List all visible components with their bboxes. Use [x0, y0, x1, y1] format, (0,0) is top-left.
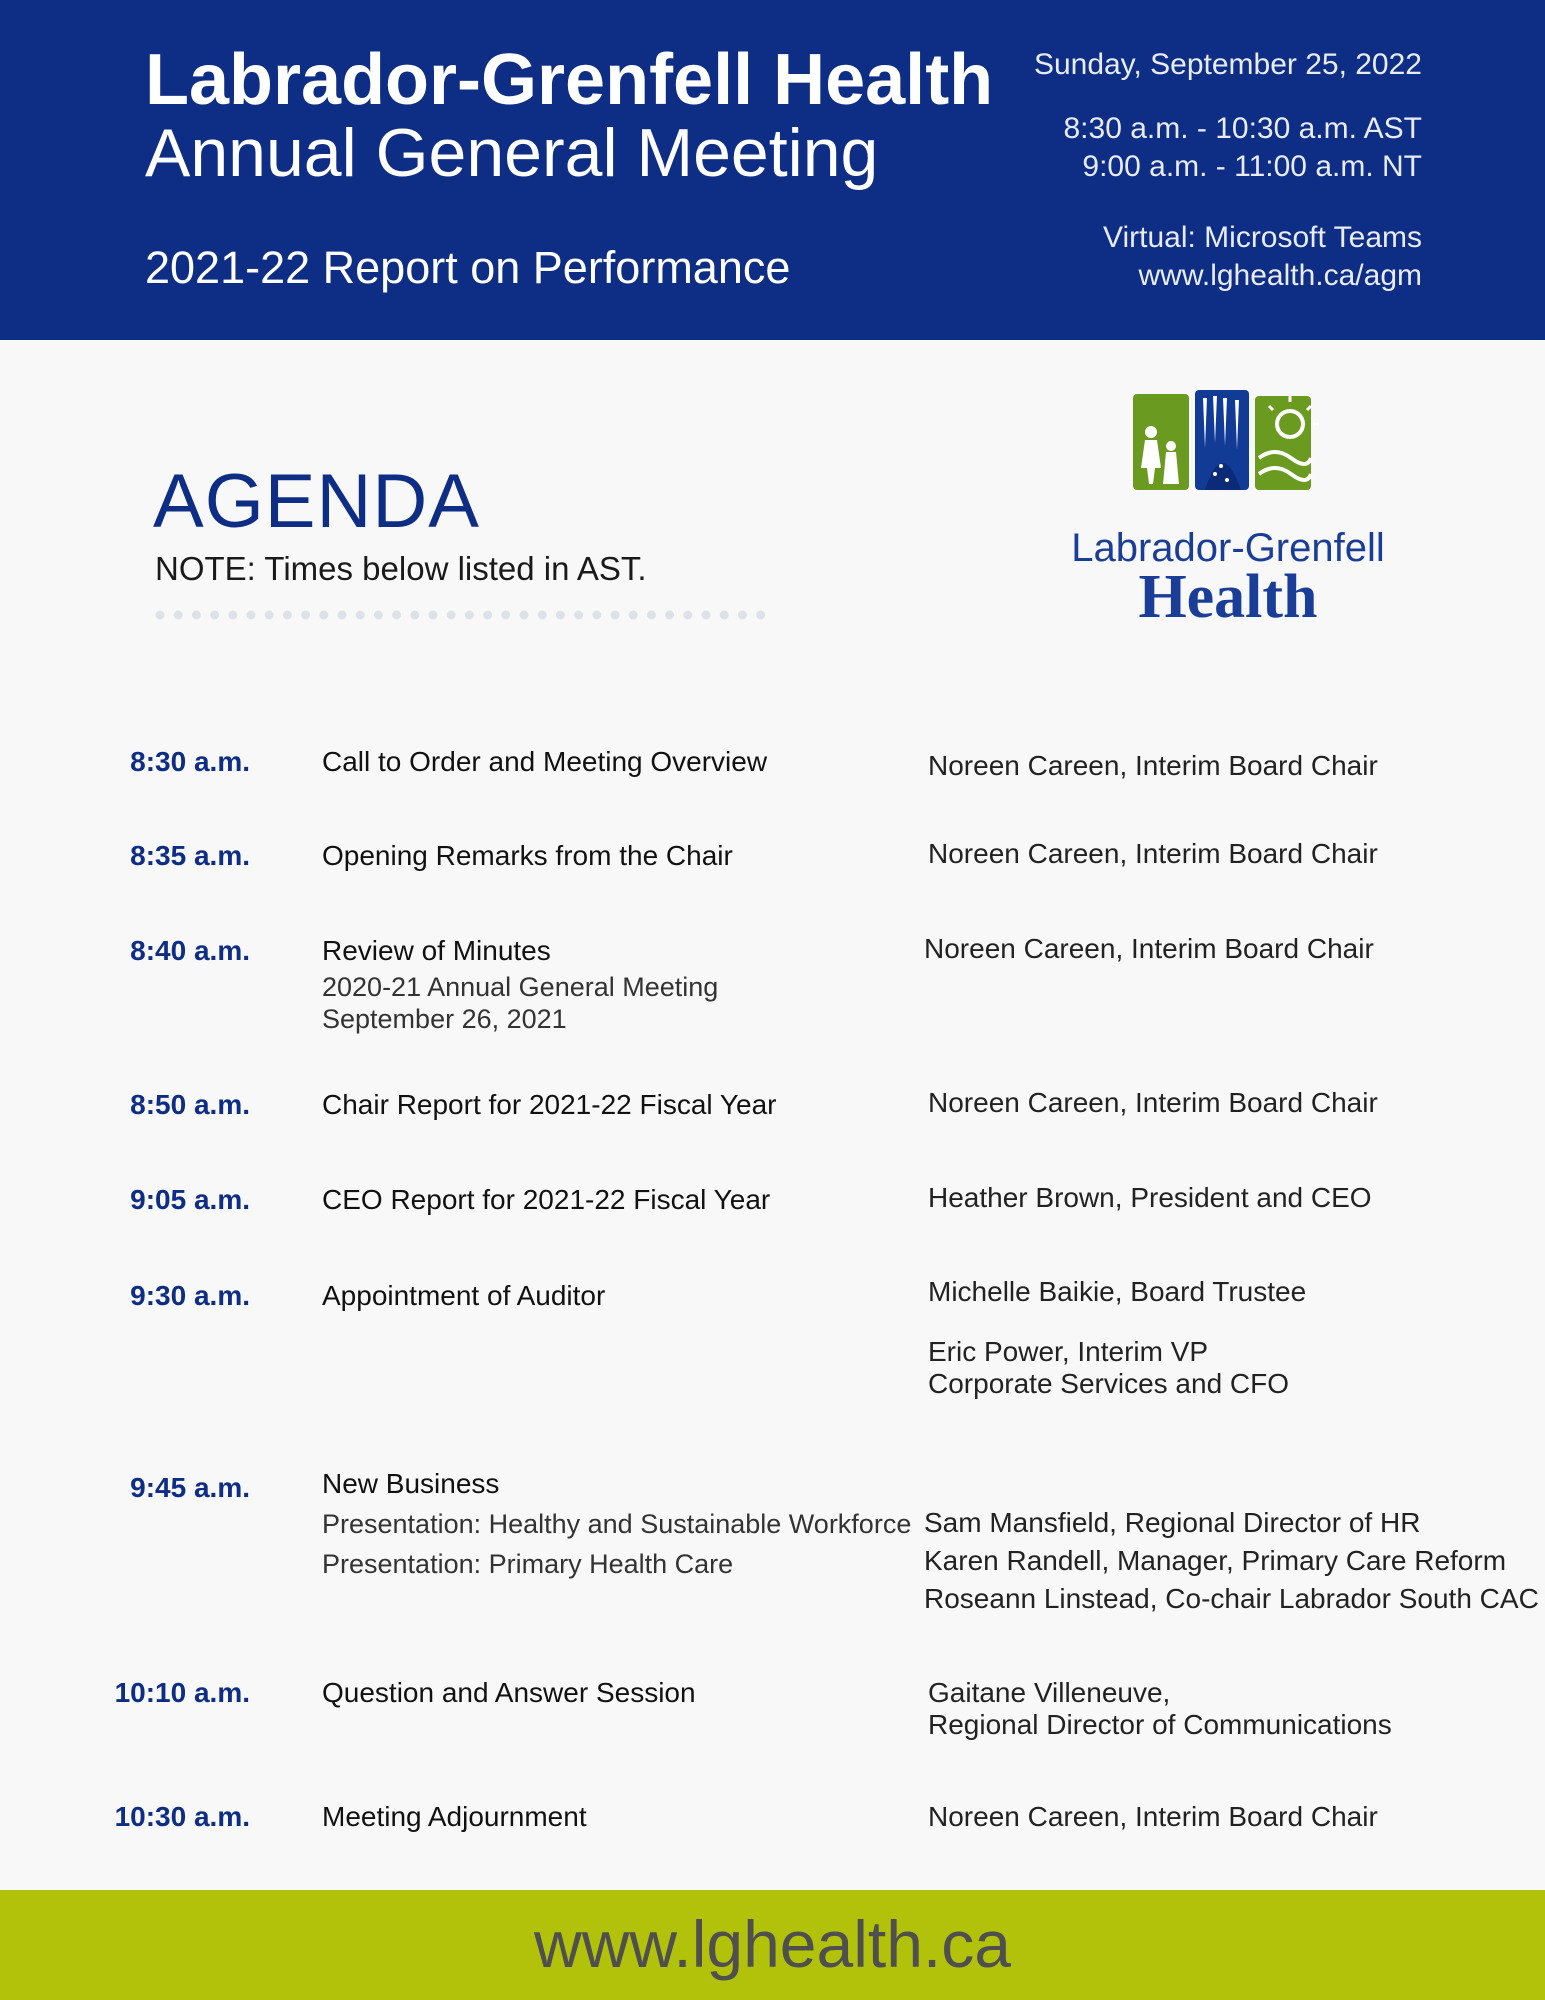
- agenda-presenters: [928, 1801, 1378, 1833]
- divider-dot: [629, 611, 638, 620]
- agenda-time: 10:30 a.m.: [114, 1801, 250, 1832]
- footer-banner: [0, 1890, 1545, 2000]
- dotted-divider: [155, 609, 775, 621]
- agenda-presenters: [928, 1182, 1372, 1214]
- lghealth-logo: [1045, 388, 1405, 631]
- agenda-presenters: [924, 933, 1374, 965]
- agenda-item-title: Question and Answer Session: [322, 1677, 696, 1708]
- agenda-presenters: [928, 1276, 1306, 1400]
- agenda-presenters: [928, 1677, 1392, 1741]
- presenter-title: Regional Director of Communications: [928, 1709, 1392, 1740]
- divider-dot: [374, 611, 383, 620]
- agenda-time: 9:45 a.m.: [130, 1472, 250, 1503]
- divider-dot: [338, 611, 347, 620]
- divider-dot: [265, 611, 274, 620]
- divider-dot: [429, 611, 438, 620]
- agenda-item-title: Review of Minutes: [322, 935, 551, 966]
- divider-dot: [483, 611, 492, 620]
- presenter-name: Sam Mansfield, Regional Director of HR: [924, 1507, 1421, 1538]
- divider-dot: [702, 611, 711, 620]
- divider-dot: [556, 611, 565, 620]
- divider-dot: [574, 611, 583, 620]
- presenter-name: Noreen Careen, Interim Board Chair: [928, 1087, 1378, 1118]
- venue-text: Virtual: Microsoft Teams: [1103, 221, 1422, 254]
- divider-dot: [447, 611, 456, 620]
- agenda-time: 8:40 a.m.: [130, 935, 250, 966]
- divider-dot: [156, 611, 165, 620]
- divider-dot: [683, 611, 692, 620]
- meeting-times: [1063, 110, 1422, 186]
- agenda-time: 8:50 a.m.: [130, 1089, 250, 1120]
- presenter-title: Corporate Services and CFO: [928, 1368, 1290, 1399]
- agenda-item-title: Appointment of Auditor: [322, 1280, 606, 1311]
- agenda-time: 8:35 a.m.: [130, 840, 250, 871]
- divider-dot: [283, 611, 292, 620]
- divider-dot: [301, 611, 310, 620]
- detail-line: Presentation: Primary Health Care: [322, 1549, 734, 1579]
- logo-text-bottom: Health: [1138, 563, 1318, 631]
- presenter-name: Noreen Careen, Interim Board Chair: [924, 933, 1374, 964]
- divider-dot: [465, 611, 474, 620]
- divider-dot: [756, 611, 765, 620]
- agenda-time: 9:05 a.m.: [130, 1184, 250, 1215]
- divider-dot: [611, 611, 620, 620]
- divider-dot: [192, 611, 201, 620]
- agm-link[interactable]: www.lghealth.ca/agm: [1138, 259, 1422, 292]
- report-title: 2021-22 Report on Performance: [145, 242, 791, 293]
- agenda-item-title: Chair Report for 2021-22 Fiscal Year: [322, 1089, 777, 1120]
- presenter-name: Michelle Baikie, Board Trustee: [928, 1276, 1307, 1307]
- presenter-name: Gaitane Villeneuve,: [928, 1677, 1171, 1708]
- presenter-spacer: [928, 1308, 1306, 1336]
- agenda-presenters: [928, 838, 1378, 870]
- presenter-name: Noreen Careen, Interim Board Chair: [928, 750, 1378, 781]
- agenda-note: NOTE: Times below listed in AST.: [155, 550, 647, 587]
- divider-dot: [538, 611, 547, 620]
- presenter-name: Roseann Linstead, Co-chair Labrador South CAC: [924, 1583, 1539, 1614]
- agenda-item-title: New Business: [322, 1468, 500, 1499]
- agenda-item-title: Meeting Adjournment: [322, 1801, 587, 1832]
- divider-dot: [210, 611, 219, 620]
- agenda-time: 9:30 a.m.: [130, 1280, 250, 1311]
- presenter-name: Eric Power, Interim VP: [928, 1336, 1209, 1367]
- agenda-item-title: Opening Remarks from the Chair: [322, 840, 733, 871]
- presenter-name: Heather Brown, President and CEO: [928, 1182, 1372, 1213]
- presenter-name: Noreen Careen, Interim Board Chair: [928, 838, 1378, 869]
- org-title: Labrador-Grenfell Health: [145, 40, 994, 120]
- header-banner: [0, 0, 1545, 340]
- agenda-time: 8:30 a.m.: [130, 746, 250, 777]
- meeting-date: Sunday, September 25, 2022: [1033, 48, 1422, 81]
- meeting-title: Annual General Meeting: [145, 115, 879, 191]
- agenda-item-title: Call to Order and Meeting Overview: [322, 746, 768, 777]
- agenda-item-details: [322, 1504, 911, 1584]
- divider-dot: [174, 611, 183, 620]
- divider-dot: [665, 611, 674, 620]
- divider-dot: [720, 611, 729, 620]
- divider-dot: [520, 611, 529, 620]
- divider-dot: [247, 611, 256, 620]
- divider-dot: [392, 611, 401, 620]
- presenter-name: Noreen Careen, Interim Board Chair: [928, 1801, 1378, 1832]
- divider-dot: [592, 611, 601, 620]
- divider-dot: [738, 611, 747, 620]
- detail-line: Presentation: Healthy and Sustainable Workforce: [322, 1509, 912, 1539]
- agenda-presenters: [928, 1087, 1378, 1119]
- time-ast: 8:30 a.m. - 10:30 a.m. AST: [1063, 112, 1422, 145]
- time-nt: 9:00 a.m. - 11:00 a.m. NT: [1082, 150, 1422, 183]
- divider-dot: [410, 611, 419, 620]
- detail-line: 2020-21 Annual General Meeting: [322, 972, 719, 1002]
- website-link[interactable]: www.lghealth.ca: [534, 1907, 1011, 1981]
- divider-dot: [319, 611, 328, 620]
- agenda-item-title: CEO Report for 2021-22 Fiscal Year: [322, 1184, 771, 1215]
- divider-dot: [228, 611, 237, 620]
- divider-dot: [501, 611, 510, 620]
- divider-dot: [647, 611, 656, 620]
- logo-text-top: Labrador-Grenfell: [1071, 526, 1385, 570]
- detail-line: September 26, 2021: [322, 1004, 567, 1034]
- agenda-presenters: [928, 750, 1378, 782]
- agenda-heading: AGENDA: [153, 459, 480, 544]
- agenda-presenters: [924, 1504, 1539, 1618]
- meeting-venue: [1103, 219, 1422, 295]
- agenda-item-details: [322, 971, 718, 1035]
- presenter-name: Karen Randell, Manager, Primary Care Reform: [924, 1545, 1507, 1576]
- agenda-time: 10:10 a.m.: [114, 1677, 250, 1708]
- divider-dot: [356, 611, 365, 620]
